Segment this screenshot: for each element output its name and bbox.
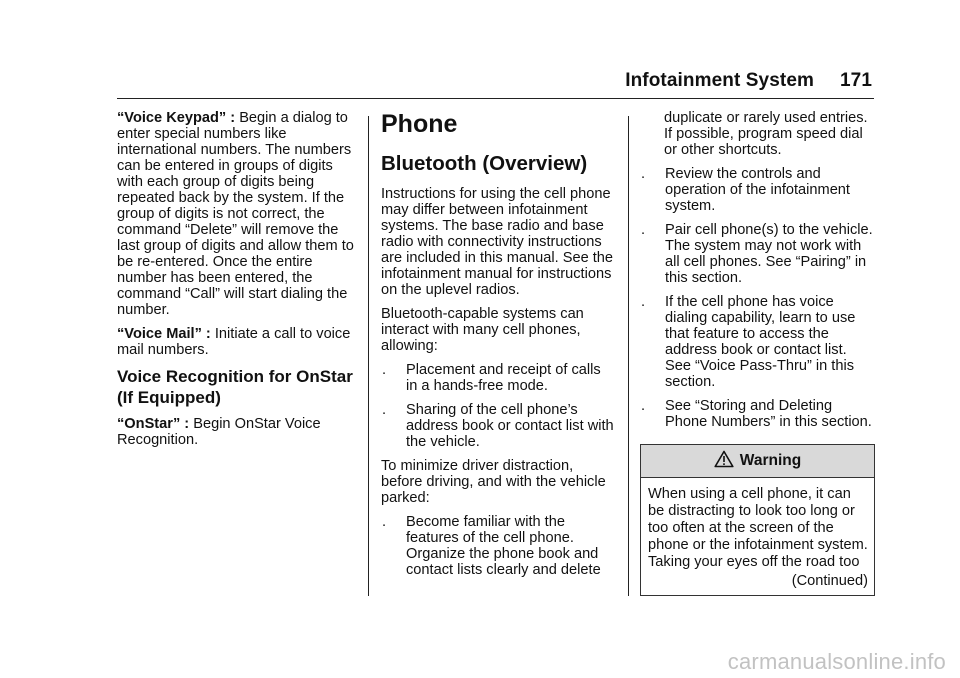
bullet-marker: . xyxy=(641,398,646,414)
page-number: 171 xyxy=(839,70,872,91)
list-item xyxy=(381,362,616,394)
bullet-marker: . xyxy=(382,362,387,378)
continued-label: (Continued) xyxy=(791,573,868,589)
list-item-text: If the cell phone has voice dialing capability, learn to use that feature to access the address book or contact list. See “Voice Pass-Thru” in this section. xyxy=(665,294,856,390)
bullet-marker: . xyxy=(641,166,646,182)
list-item-text: Placement and receipt of calls in a hands-free mode. xyxy=(406,362,601,394)
list-item xyxy=(640,166,876,214)
list-item xyxy=(640,398,876,430)
bullet-marker: . xyxy=(641,222,646,238)
voice-keypad-paragraph xyxy=(117,110,357,318)
warning-text: When using a cell phone, it can be distracting to look too long or too often at the screen of the phone or the infotainment system. Taking your eyes off the road too xyxy=(648,486,868,570)
capabilities-paragraph: Bluetooth-capable systems can interact with many cell phones, allowing: xyxy=(381,306,584,354)
voice-mail-term: “Voice Mail” : xyxy=(117,326,211,342)
voice-mail-paragraph xyxy=(117,326,357,358)
instructions-paragraph: Instructions for using the cell phone may differ between infotainment systems. The base radio and base radio with connectivity instructions are included in this manual. See the infotainment manual for instructions on the uplevel radios. xyxy=(381,186,614,298)
list-item-text: Sharing of the cell phone’s address book or contact list with the vehicle. xyxy=(406,402,614,450)
warning-title: Warning xyxy=(739,452,802,469)
bullet-marker: . xyxy=(641,294,646,310)
onstar-text: Begin OnStar Voice Recognition. xyxy=(117,416,321,448)
bullet-marker: . xyxy=(382,402,387,418)
list-item-text: Pair cell phone(s) to the vehicle. The system may not work with all cell phones. See “Pairing” in this section. xyxy=(665,222,873,286)
onstar-paragraph xyxy=(117,416,357,448)
list-item xyxy=(640,222,876,286)
column-2 xyxy=(381,110,616,586)
column-1 xyxy=(117,110,357,456)
list-item xyxy=(381,402,616,450)
list-item xyxy=(381,514,616,578)
list-item-text: Review the controls and operation of the infotainment system. xyxy=(665,166,850,214)
bluetooth-overview-heading: Bluetooth (Overview) xyxy=(381,152,588,175)
site-watermark: carmanualsonline.info xyxy=(727,649,946,674)
voice-keypad-text: Begin a dialog to enter special numbers like international numbers. The numbers can be entered in groups of digits with each group of digits being repeated back by the system. If the group of digits is not correct, the command “Delete” will remove the last group of digits and allow them to be re-entered. Once the entire number has been entered, the command “Call” will start dialing the number. xyxy=(117,110,354,318)
warning-triangle-icon xyxy=(714,450,734,472)
voice-keypad-term: “Voice Keypad” : xyxy=(117,110,236,126)
page-header xyxy=(625,70,872,92)
warning-box xyxy=(640,444,875,596)
column-3 xyxy=(640,110,876,596)
warning-body xyxy=(641,478,874,595)
list-item xyxy=(640,294,876,390)
header-divider xyxy=(117,98,874,99)
column-divider-2 xyxy=(628,116,629,596)
warning-header xyxy=(641,445,874,478)
section-title: Infotainment System xyxy=(625,70,814,91)
onstar-heading: Voice Recognition for OnStar (If Equipped) xyxy=(117,367,353,407)
distraction-paragraph: To minimize driver distraction, before driving, and with the vehicle parked: xyxy=(381,458,606,506)
voice-mail-text: Initiate a call to voice mail numbers. xyxy=(117,326,351,358)
bullet-marker: . xyxy=(382,514,387,530)
bullet-continuation: duplicate or rarely used entries. If possible, program speed dial or other shortcuts. xyxy=(664,110,868,158)
onstar-term: “OnStar” : xyxy=(117,416,190,432)
list-item-text: Become familiar with the features of the cell phone. Organize the phone book and contact lists clearly and delete xyxy=(406,514,601,578)
list-item-text: See “Storing and Deleting Phone Numbers” in this section. xyxy=(665,398,872,430)
column-divider-1 xyxy=(368,116,369,596)
phone-title: Phone xyxy=(381,110,458,138)
